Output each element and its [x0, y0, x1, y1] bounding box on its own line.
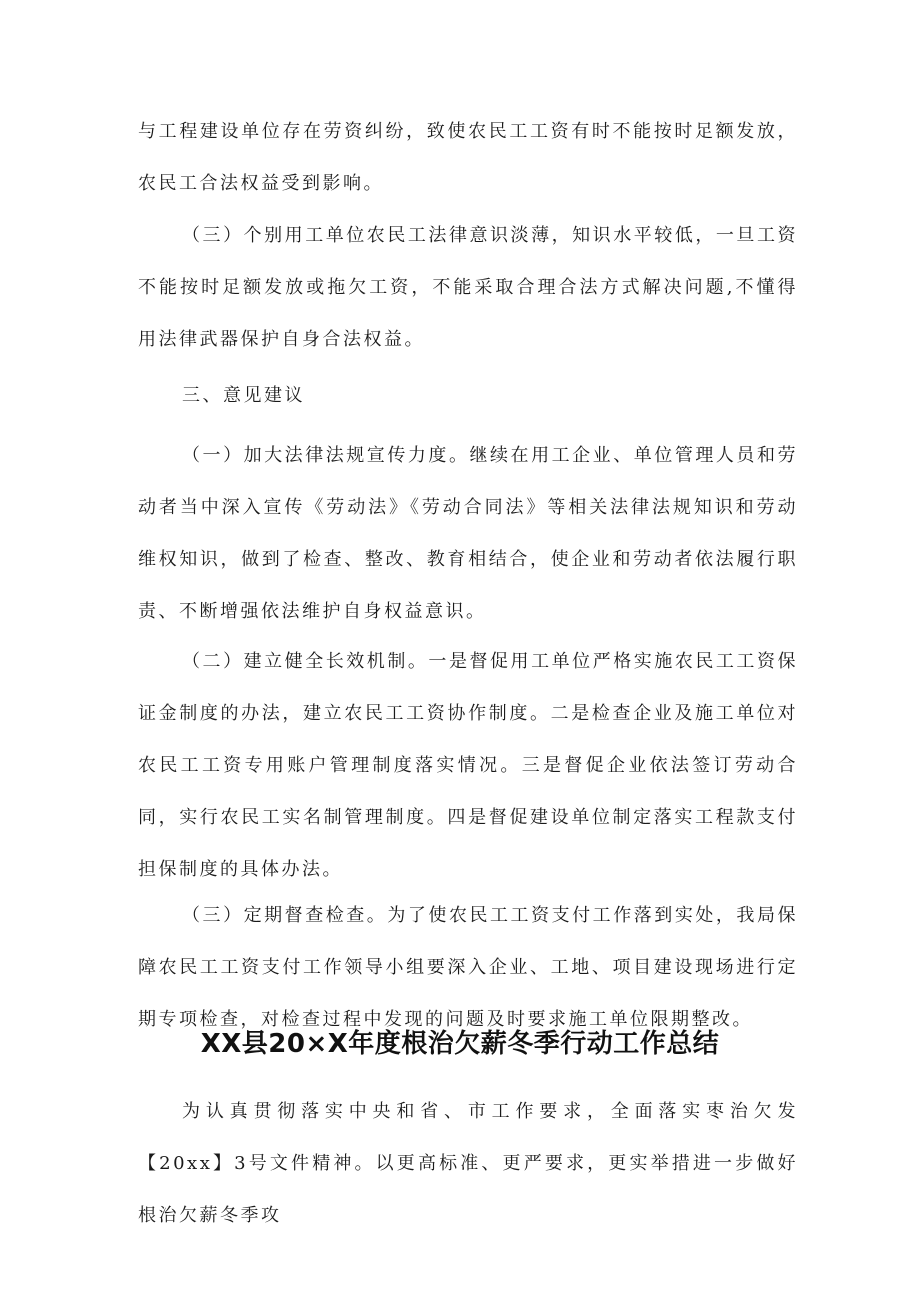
- paragraph-suggestion-two: （二）建立健全长效机制。一是督促用工单位严格实施农民工工资保证金制度的办法，建立农民工工资协作制度。二是检查企业及施工单位对农民工工资专用账户管理制度落实情况。三是督促企业依法签订劳动合同，实行农民工实名制管理制度。四是督促建设单位制定落实工程款支付担保制度的具体办法。: [138, 651, 798, 880]
- section-heading-suggestions: 三、意见建议: [182, 385, 305, 406]
- paragraph-suggestion-one: （一）加大法律法规宣传力度。继续在用工企业、单位管理人员和劳动者当中深入宣传《劳动法》《劳动合同法》等相关法律法规知识和劳动维权知识，做到了检查、整改、教育相结合，使企业和劳动者依法履行职责、不断增强依法维护自身权益意识。: [138, 445, 798, 622]
- paragraph-continuation: 与工程建设单位存在劳资纠纷，致使农民工工资有时不能按时足额发放，农民工合法权益受到影响。: [138, 121, 798, 194]
- paragraph-intro: 为认真贯彻落实中央和省、市工作要求，全面落实枣治欠发【20xx】3号文件精神。以更高标准、更严要求，更实举措进一步做好根治欠薪冬季攻: [138, 1101, 798, 1226]
- document-title: XX县20×X年度根治欠薪冬季行动工作总结: [200, 1029, 720, 1059]
- paragraph-issue-three: （三）个别用工单位农民工法律意识淡薄，知识水平较低，一旦工资不能按时足额发放或拖欠工资，不能采取合理合法方式解决问题,不懂得用法律武器保护自身合法权益。: [138, 225, 798, 350]
- paragraph-suggestion-three: （三）定期督查检查。为了使农民工工资支付工作落到实处，我局保障农民工工资支付工作领导小组要深入企业、工地、项目建设现场进行定期专项检查，对检查过程中发现的问题及时要求施工单位限期整改。: [138, 905, 798, 1030]
